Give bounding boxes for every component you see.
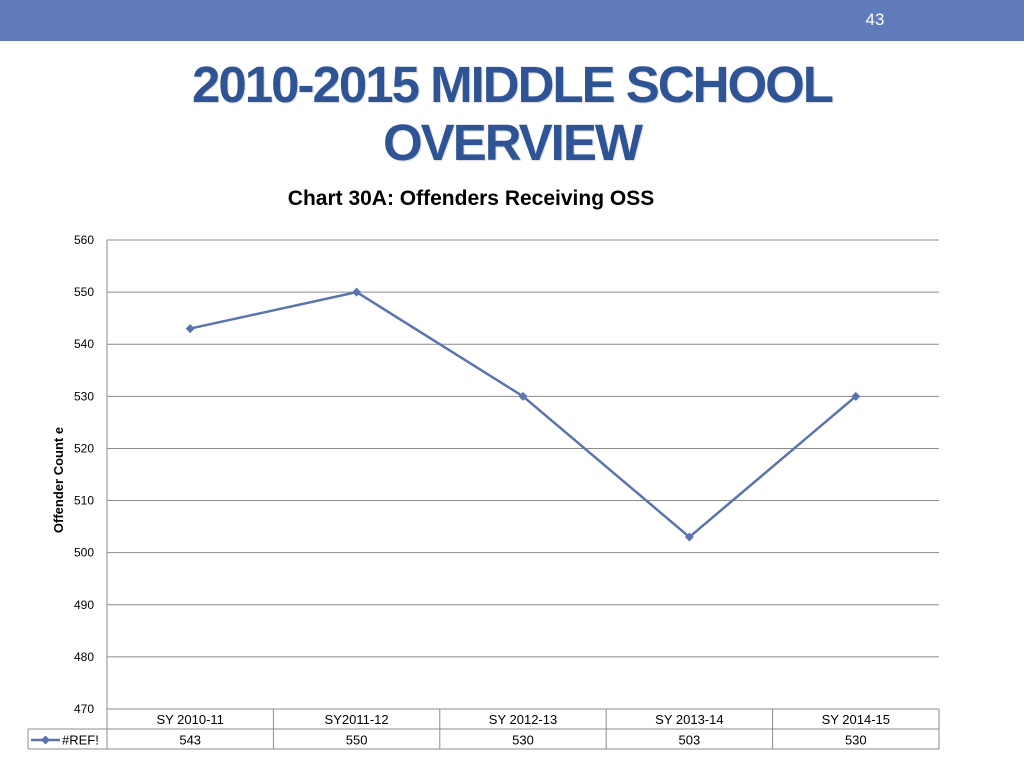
- data-table-value: 530: [512, 732, 534, 748]
- chart-title: Chart 30A: Offenders Receiving OSS: [287, 187, 655, 210]
- x-category-label: SY 2012-13: [488, 712, 558, 727]
- y-tick-label: 520: [73, 441, 94, 456]
- data-table-value: 503: [678, 732, 701, 748]
- y-axis-title: Offender Count e: [51, 426, 66, 534]
- slide-title-line-2: OVERVIEW: [383, 114, 641, 171]
- legend-label: #REF!: [62, 732, 99, 748]
- data-table-value: 543: [179, 732, 202, 748]
- x-category-label: SY 2013-14: [655, 712, 724, 727]
- y-tick-label: 550: [73, 285, 94, 300]
- y-tick-label: 490: [73, 597, 94, 612]
- slide-number: 43: [865, 10, 885, 29]
- y-tick-label: 500: [73, 545, 94, 560]
- legend-marker: [41, 736, 50, 745]
- y-tick-label: 530: [73, 389, 94, 404]
- y-tick-label: 470: [73, 702, 94, 716]
- y-tick-label: 480: [73, 649, 94, 664]
- data-point-marker: [186, 324, 195, 333]
- y-tick-label: 510: [73, 493, 94, 508]
- x-category-label: SY 2010-11: [156, 712, 224, 727]
- x-category-label: SY 2014-15: [821, 712, 891, 727]
- x-category-label: SY2011-12: [324, 712, 389, 727]
- y-tick-label: 540: [73, 337, 94, 352]
- y-tick-label: 560: [73, 233, 94, 247]
- data-table-value: 550: [345, 732, 368, 748]
- slide-title-line-1: 2010-2015 MIDDLE SCHOOL: [192, 56, 832, 113]
- data-table-value: 530: [844, 732, 867, 748]
